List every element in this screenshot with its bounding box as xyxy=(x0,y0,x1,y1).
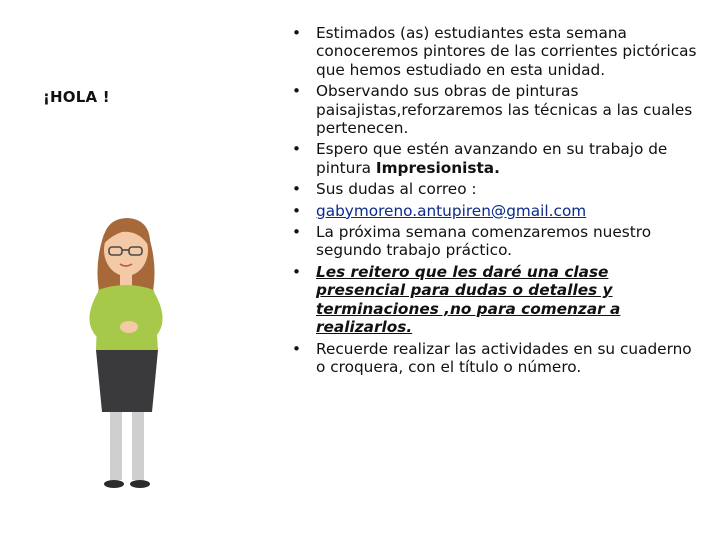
announcement-list xyxy=(290,24,700,379)
list-item xyxy=(290,202,700,220)
right-leg xyxy=(132,412,144,480)
greeting-heading: ¡HOLA ! xyxy=(43,88,110,106)
skirt xyxy=(96,350,158,412)
blouse xyxy=(96,285,158,350)
list-item: • Estimados (as) estudiantes esta semana conoceremos pintores de las corrientes pictóricas que hemos estudiado en esta unidad. xyxy=(290,24,700,79)
teacher-illustration xyxy=(52,200,202,500)
list-item xyxy=(290,263,700,337)
list-item: • Observando sus obras de pinturas paisajistas,reforzaremos las técnicas a las cuales pertenecen. xyxy=(290,82,700,137)
neck xyxy=(120,274,132,286)
right-shoe xyxy=(130,480,150,488)
list-item: • La próxima semana comenzaremos nuestro segundo trabajo práctico. xyxy=(290,223,700,260)
emphasis-note: Les reitero que les daré una clase presencial para dudas o detalles y terminaciones ,no para comenzar a realizarlos. xyxy=(316,262,621,337)
list-item: • Espero que estén avanzando en su trabajo de pintura Impresionista. xyxy=(290,140,700,177)
email-link[interactable]: gabymoreno.antupiren@gmail.com xyxy=(316,201,587,220)
left-leg xyxy=(110,412,122,480)
left-shoe xyxy=(104,480,124,488)
list-item: • Sus dudas al correo : xyxy=(290,180,700,198)
list-item: • Recuerde realizar las actividades en su cuaderno o croquera, con el título o número. xyxy=(290,340,700,377)
hands xyxy=(120,321,138,333)
impressionist-term: Impresionista. xyxy=(375,158,500,177)
